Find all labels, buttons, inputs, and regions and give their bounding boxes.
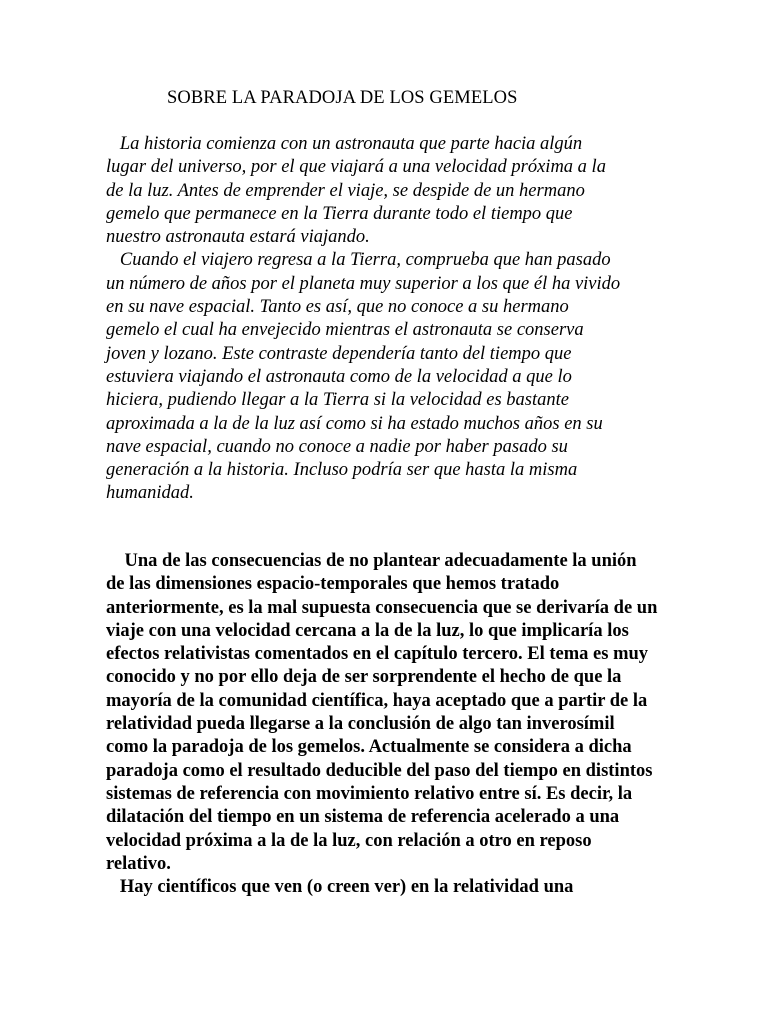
body-line: anteriormente, es la mal supuesta consecuencia que se derivaría de un bbox=[106, 597, 658, 618]
intro-line: generación a la historia. Incluso podría ser que hasta la misma bbox=[106, 460, 578, 481]
body-line: relatividad pueda llegarse a la conclusión de algo tan inverosímil bbox=[106, 714, 615, 735]
intro-line: humanidad. bbox=[106, 483, 194, 504]
intro-line: un número de años por el planeta muy superior a los que él ha vivido bbox=[106, 273, 621, 294]
body-line: relativo. bbox=[106, 853, 171, 874]
intro-line: lugar del universo, por el que viajará a una velocidad próxima a la bbox=[106, 157, 606, 178]
body-line: conocido y no por ello deja de ser sorprendente el hecho de que la bbox=[106, 667, 622, 688]
intro-paragraphs bbox=[106, 133, 620, 506]
intro-line: nave espacial, cuando no conoce a nadie por haber pasado su bbox=[106, 436, 568, 457]
intro-line: joven y lozano. Este contraste dependería tanto del tiempo que bbox=[106, 343, 572, 364]
intro-line: Cuando el viajero regresa a la Tierra, comprueba que han pasado bbox=[106, 250, 611, 271]
body-line: de las dimensiones espacio-temporales que hemos tratado bbox=[106, 574, 560, 595]
body-line: dilatación del tiempo en un sistema de referencia acelerado a una bbox=[106, 807, 620, 828]
intro-line: hiciera, pudiendo llegar a la Tierra si la velocidad es bastante bbox=[106, 390, 569, 411]
intro-line: aproximada a la de la luz así como si ha estado muchos años en su bbox=[106, 413, 603, 434]
body-line: efectos relativistas comentados en el capítulo tercero. El tema es muy bbox=[106, 644, 649, 665]
intro-line: La historia comienza con un astronauta que parte hacia algún bbox=[106, 134, 583, 154]
body-line: como la paradoja de los gemelos. Actualmente se considera a dicha bbox=[106, 737, 632, 758]
page-title: SOBRE LA PARADOJA DE LOS GEMELOS bbox=[167, 88, 518, 108]
intro-line: estuviera viajando el astronauta como de la velocidad a que lo bbox=[106, 366, 572, 387]
intro-line: de la luz. Antes de emprender el viaje, se despide de un hermano bbox=[106, 180, 585, 201]
intro-line: nuestro astronauta estará viajando. bbox=[106, 227, 370, 248]
intro-line: en su nave espacial. Tanto es así, que no conoce a su hermano bbox=[106, 297, 569, 318]
body-line: sistemas de referencia con movimiento relativo entre sí. Es decir, la bbox=[106, 783, 633, 804]
body-line: velocidad próxima a la de la luz, con relación a otro en reposo bbox=[106, 830, 592, 851]
body-line: Hay científicos que ven (o creen ver) en la relatividad una bbox=[106, 877, 574, 898]
body-line: viaje con una velocidad cercana a la de la luz, lo que implicaría los bbox=[106, 620, 629, 641]
body-line: Una de las consecuencias de no plantear adecuadamente la unión bbox=[106, 551, 637, 571]
intro-line: gemelo que permanece en la Tierra durante todo el tiempo que bbox=[106, 203, 573, 224]
body-line: paradoja como el resultado deducible del paso del tiempo en distintos bbox=[106, 760, 653, 781]
body-line: mayoría de la comunidad científica, haya aceptado que a partir de la bbox=[106, 690, 648, 711]
body-paragraphs bbox=[106, 550, 657, 899]
intro-line: gemelo el cual ha envejecido mientras el astronauta se conserva bbox=[106, 320, 584, 341]
